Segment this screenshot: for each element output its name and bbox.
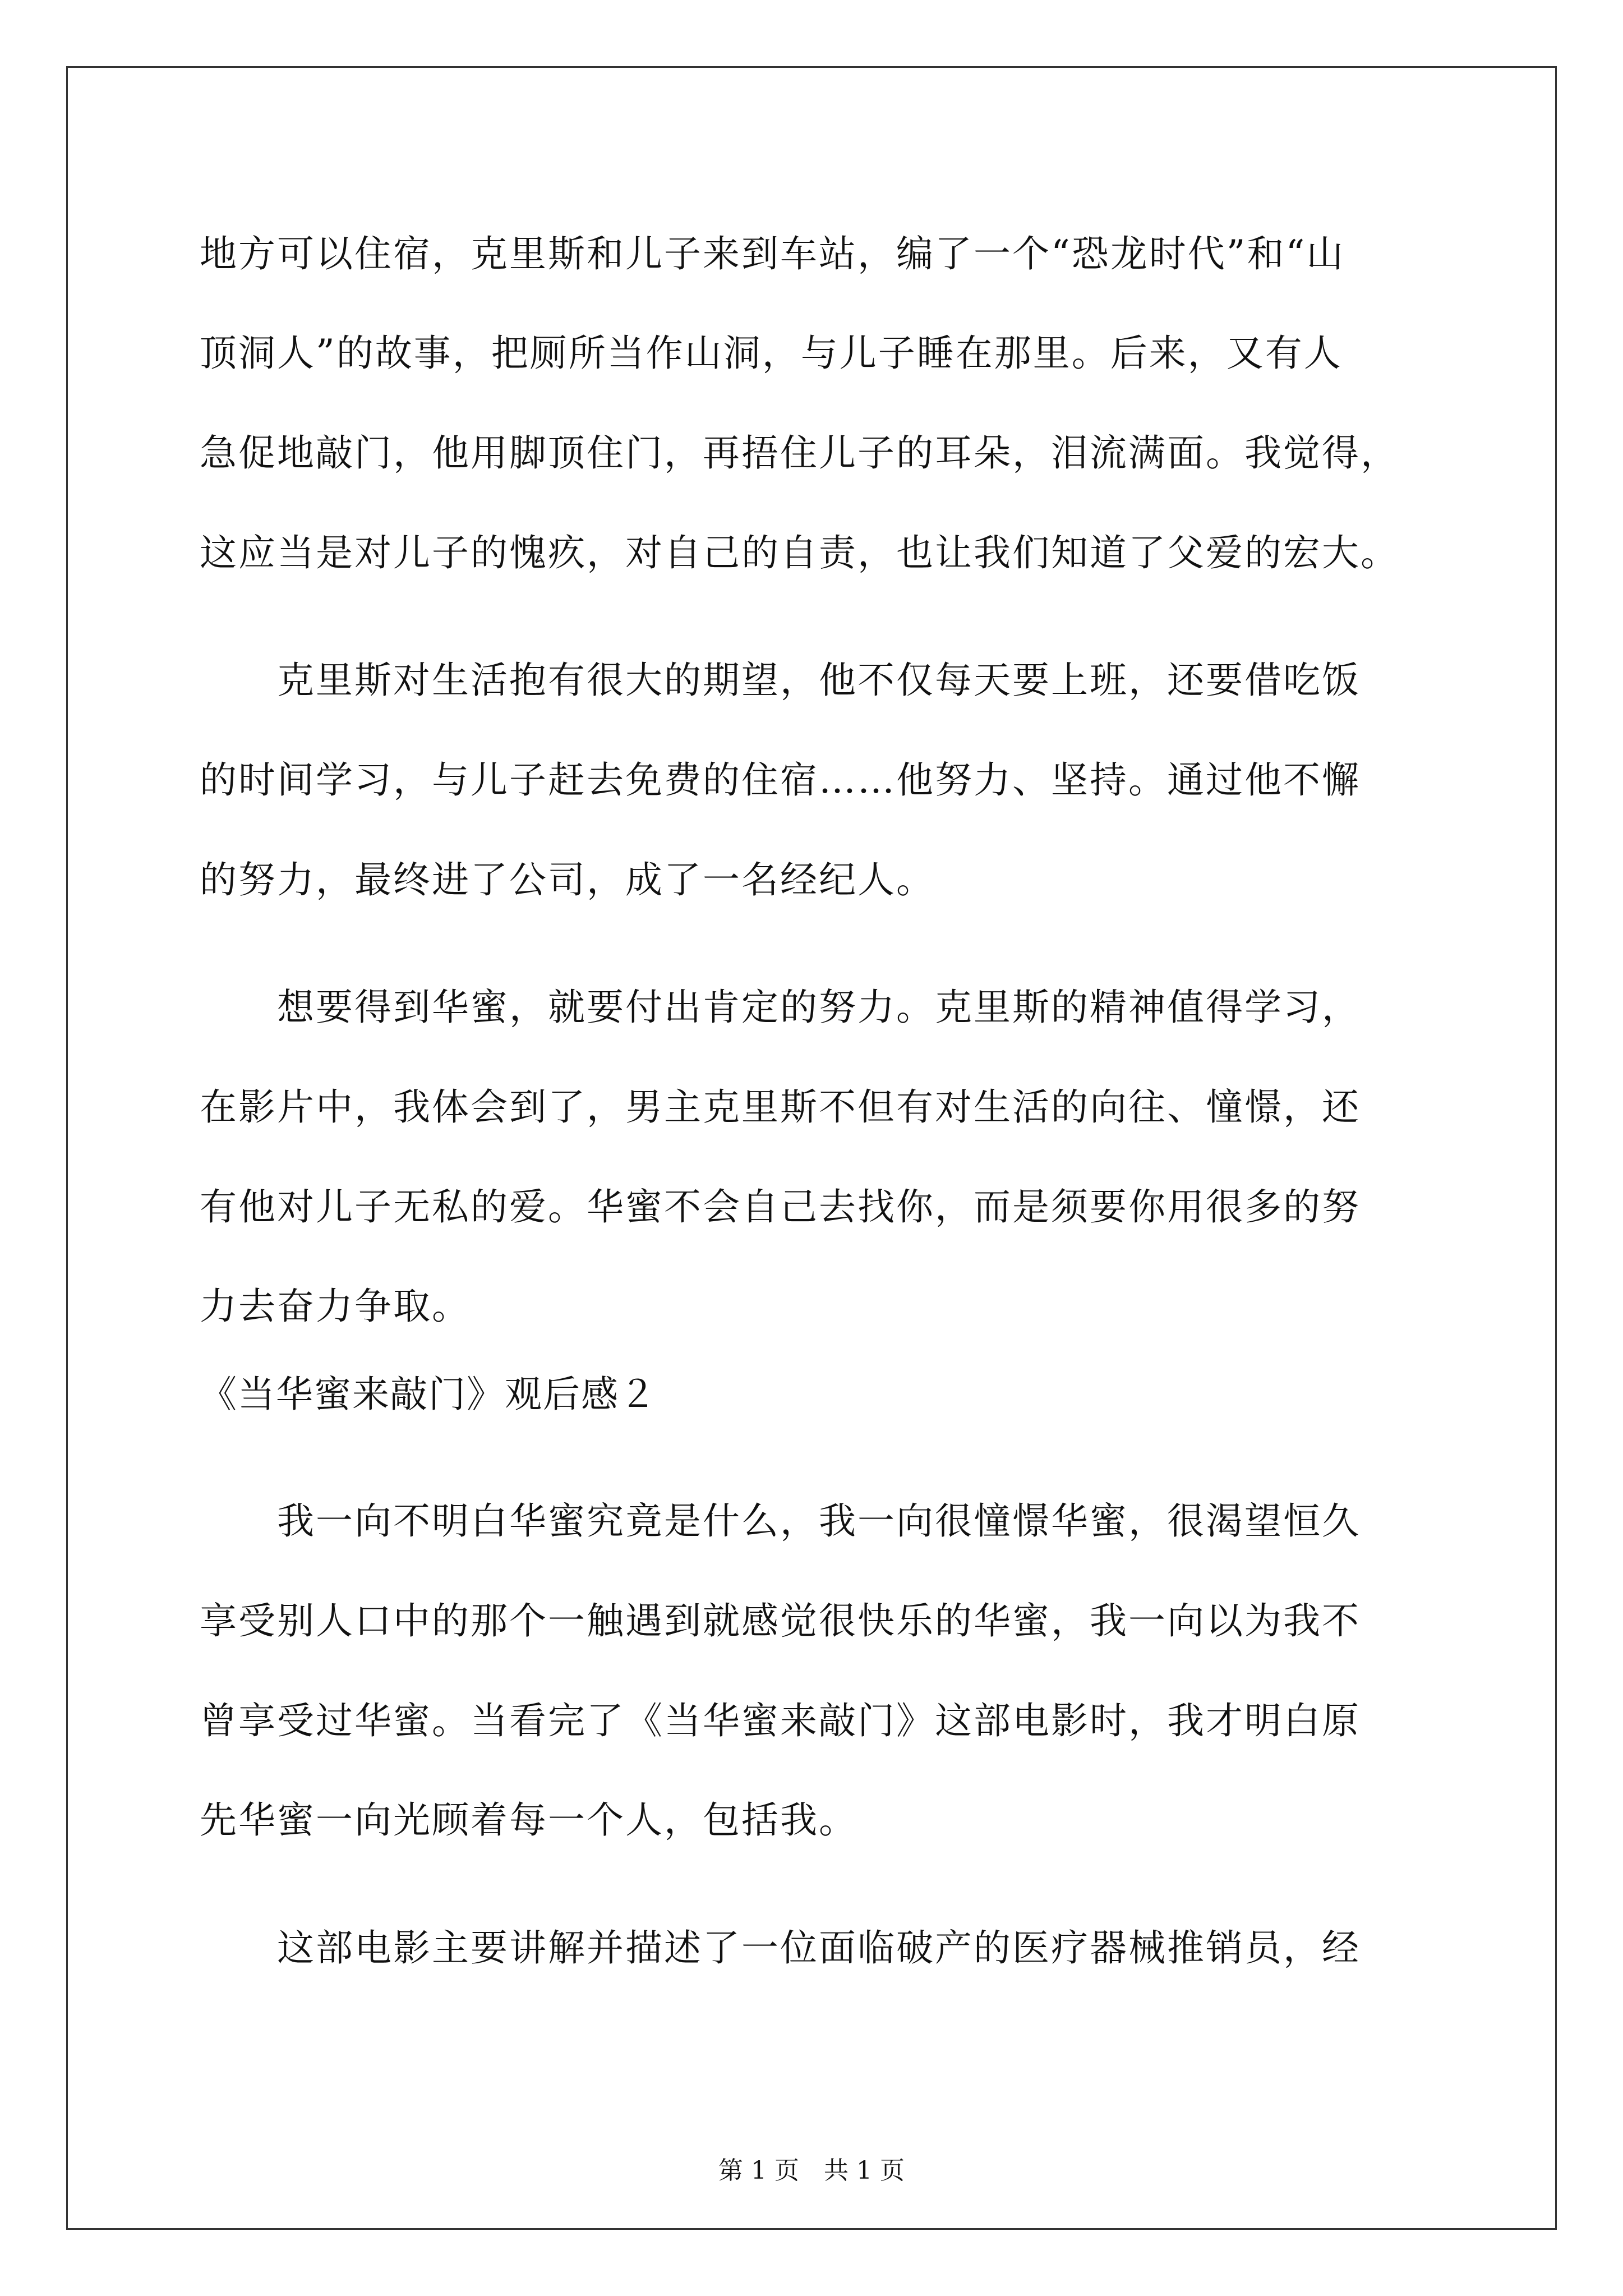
section-heading: 《当华蜜来敲门》观后感２ [200, 1373, 657, 1416]
text-line: 急促地敲门，他用脚顶住门，再捂住儿子的耳朵，泪流满面。我觉得， [200, 431, 1399, 475]
page-border [66, 66, 1557, 2230]
text-line: 克里斯对生活抱有很大的期望，他不仅每天要上班，还要借吃饭 [200, 659, 1361, 702]
text-line: 想要得到华蜜，就要付出肯定的努力。克里斯的精神值得学习， [200, 986, 1361, 1029]
text-line: 曾享受过华蜜。当看完了《当华蜜来敲门》这部电影时，我才明白原 [200, 1699, 1361, 1742]
text-line: 顶洞人”的故事，把厕所当作山洞，与儿子睡在那里。后来，又有人 [200, 332, 1343, 375]
text-line: 地方可以住宿，克里斯和儿子来到车站，编了一个“恐龙时代”和“山 [200, 232, 1345, 275]
text-line: 在影片中，我体会到了，男主克里斯不但有对生活的向往、憧憬，还 [200, 1085, 1361, 1129]
text-line: 这应当是对儿子的愧疚，对自己的自责，也让我们知道了父爱的宏大。 [200, 531, 1399, 574]
text-line: 享受别人口中的那个一触遇到就感觉很快乐的华蜜，我一向以为我不 [200, 1599, 1361, 1642]
text-line: 力去奋力争取。 [200, 1285, 471, 1328]
text-line: 的努力，最终进了公司，成了一名经纪人。 [200, 858, 935, 901]
text-line: 的时间学习，与儿子赶去免费的住宿……他努力、坚持。通过他不懈 [200, 758, 1361, 802]
page-footer: 第 1 页 共 1 页 [718, 2156, 905, 2185]
text-line: 先华蜜一向光顾着每一个人，包括我。 [200, 1798, 857, 1842]
text-line: 这部电影主要讲解并描述了一位面临破产的医疗器械推销员，经 [200, 1926, 1361, 1970]
text-line: 有他对儿子无私的爱。华蜜不会自己去找你，而是须要你用很多的努 [200, 1185, 1361, 1228]
text-line: 我一向不明白华蜜究竟是什么，我一向很憧憬华蜜，很渴望恒久 [200, 1499, 1361, 1543]
